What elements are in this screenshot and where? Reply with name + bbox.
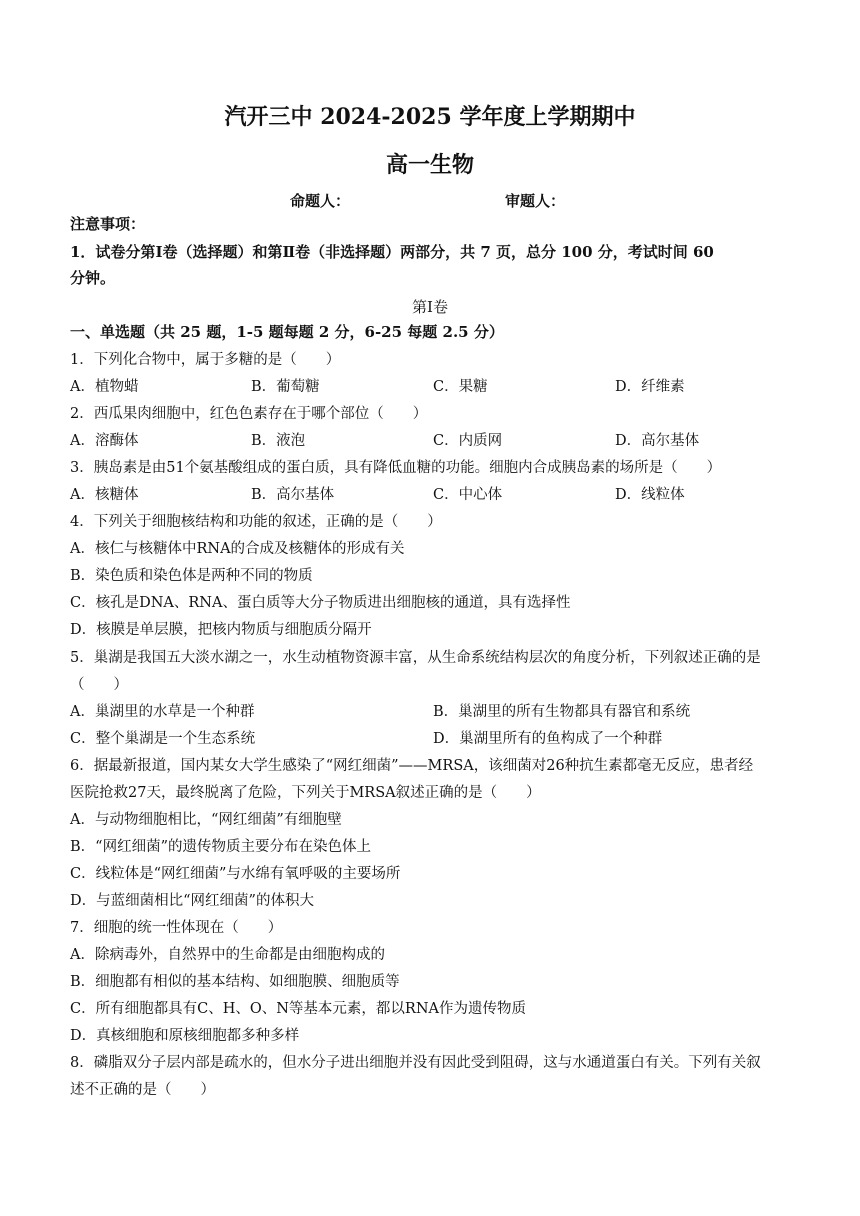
notice-heading: 注意事项： (70, 215, 146, 233)
q3-option-c: C．中心体 (433, 487, 503, 503)
volume-heading: 第Ⅰ卷 (412, 298, 448, 316)
notice-line-2: 分钟。 (70, 269, 116, 287)
reviewer-label: 审题人： (505, 192, 566, 210)
question-5-stem-line-2: （ ） (70, 677, 128, 693)
q2-option-b: B．液泡 (251, 433, 306, 449)
q3-option-a: A．核糖体 (70, 487, 139, 503)
q6-option-a: A．与动物细胞相比，“网红细菌”有细胞壁 (70, 812, 342, 828)
q3-option-b: B．高尔基体 (251, 487, 335, 503)
q7-option-a: A．除病毒外，自然界中的生命都是由细胞构成的 (70, 947, 385, 963)
q5-option-c: C．整个巢湖是一个生态系统 (70, 731, 256, 747)
question-6-stem-line-1: 6．据最新报道，国内某女大学生感染了“网红细菌”——MRSA，该细菌对26种抗生素都毫无反应，患者经 (70, 758, 754, 774)
q4-option-b: B．染色质和染色体是两种不同的物质 (70, 568, 313, 584)
q1-option-a: A．植物蜡 (70, 379, 139, 395)
question-2-stem: 2．西瓜果肉细胞中，红色色素存在于哪个部位（ ） (70, 406, 428, 422)
question-6-stem-line-2: 医院抢救27天，最终脱离了危险，下列关于MRSA叙述正确的是（ ） (70, 785, 541, 801)
q2-option-a: A．溶酶体 (70, 433, 139, 449)
question-4-stem: 4．下列关于细胞核结构和功能的叙述，正确的是（ ） (70, 514, 442, 530)
question-1-stem: 1．下列化合物中，属于多糖的是（ ） (70, 352, 341, 368)
q5-option-b: B．巢湖里的所有生物都具有器官和系统 (433, 704, 691, 720)
q2-option-d: D．高尔基体 (615, 433, 700, 449)
q4-option-c: C．核孔是DNA、RNA、蛋白质等大分子物质进出细胞核的通道，具有选择性 (70, 595, 571, 611)
notice-line-1: 1．试卷分第Ⅰ卷（选择题）和第Ⅱ卷（非选择题）两部分，共 7 页，总分 100 分，考试时间 60 (70, 243, 714, 261)
q4-option-a: A．核仁与核糖体中RNA的合成及核糖体的形成有关 (70, 541, 405, 557)
exam-subject: 高一生物 (385, 152, 474, 178)
q7-option-d: D．真核细胞和原核细胞都多种多样 (70, 1028, 300, 1044)
q6-option-c: C．线粒体是“网红细菌”与水绵有氧呼吸的主要场所 (70, 866, 401, 882)
question-5-stem-line-1: 5．巢湖是我国五大淡水湖之一，水生动植物资源丰富，从生命系统结构层次的角度分析，下列叙述正确的是 (70, 650, 761, 666)
q3-option-d: D．线粒体 (615, 487, 685, 503)
author-label: 命题人： (290, 192, 351, 210)
q1-option-b: B．葡萄糖 (251, 379, 320, 395)
q7-option-b: B．细胞都有相似的基本结构、如细胞膜、细胞质等 (70, 974, 400, 990)
q5-option-d: D．巢湖里所有的鱼构成了一个种群 (433, 731, 663, 747)
question-8-stem-line-2: 述不正确的是（ ） (70, 1082, 215, 1098)
question-3-stem: 3．胰岛素是由51个氨基酸组成的蛋白质，具有降低血糖的功能。细胞内合成胰岛素的场所是（ ） (70, 460, 722, 476)
exam-title: 汽开三中 2024-2025 学年度上学期期中 (224, 104, 636, 130)
q6-option-d: D．与蓝细菌相比“网红细菌”的体积大 (70, 893, 314, 909)
q2-option-c: C．内质网 (433, 433, 503, 449)
q5-option-a: A．巢湖里的水草是一个种群 (70, 704, 255, 720)
question-7-stem: 7．细胞的统一性体现在（ ） (70, 920, 283, 936)
question-8-stem-line-1: 8．磷脂双分子层内部是疏水的，但水分子进出细胞并没有因此受到阻碍，这与水通道蛋白有关。下列有关叙 (70, 1055, 761, 1071)
q1-option-c: C．果糖 (433, 379, 488, 395)
q1-option-d: D．纤维素 (615, 379, 685, 395)
section-heading: 一、单选题（共 25 题，1-5 题每题 2 分，6-25 每题 2.5 分） (70, 323, 504, 341)
q7-option-c: C．所有细胞都具有C、H、O、N等基本元素，都以RNA作为遗传物质 (70, 1001, 526, 1017)
q4-option-d: D．核膜是单层膜，把核内物质与细胞质分隔开 (70, 622, 372, 638)
q6-option-b: B．“网红细菌”的遗传物质主要分布在染色体上 (70, 839, 371, 855)
